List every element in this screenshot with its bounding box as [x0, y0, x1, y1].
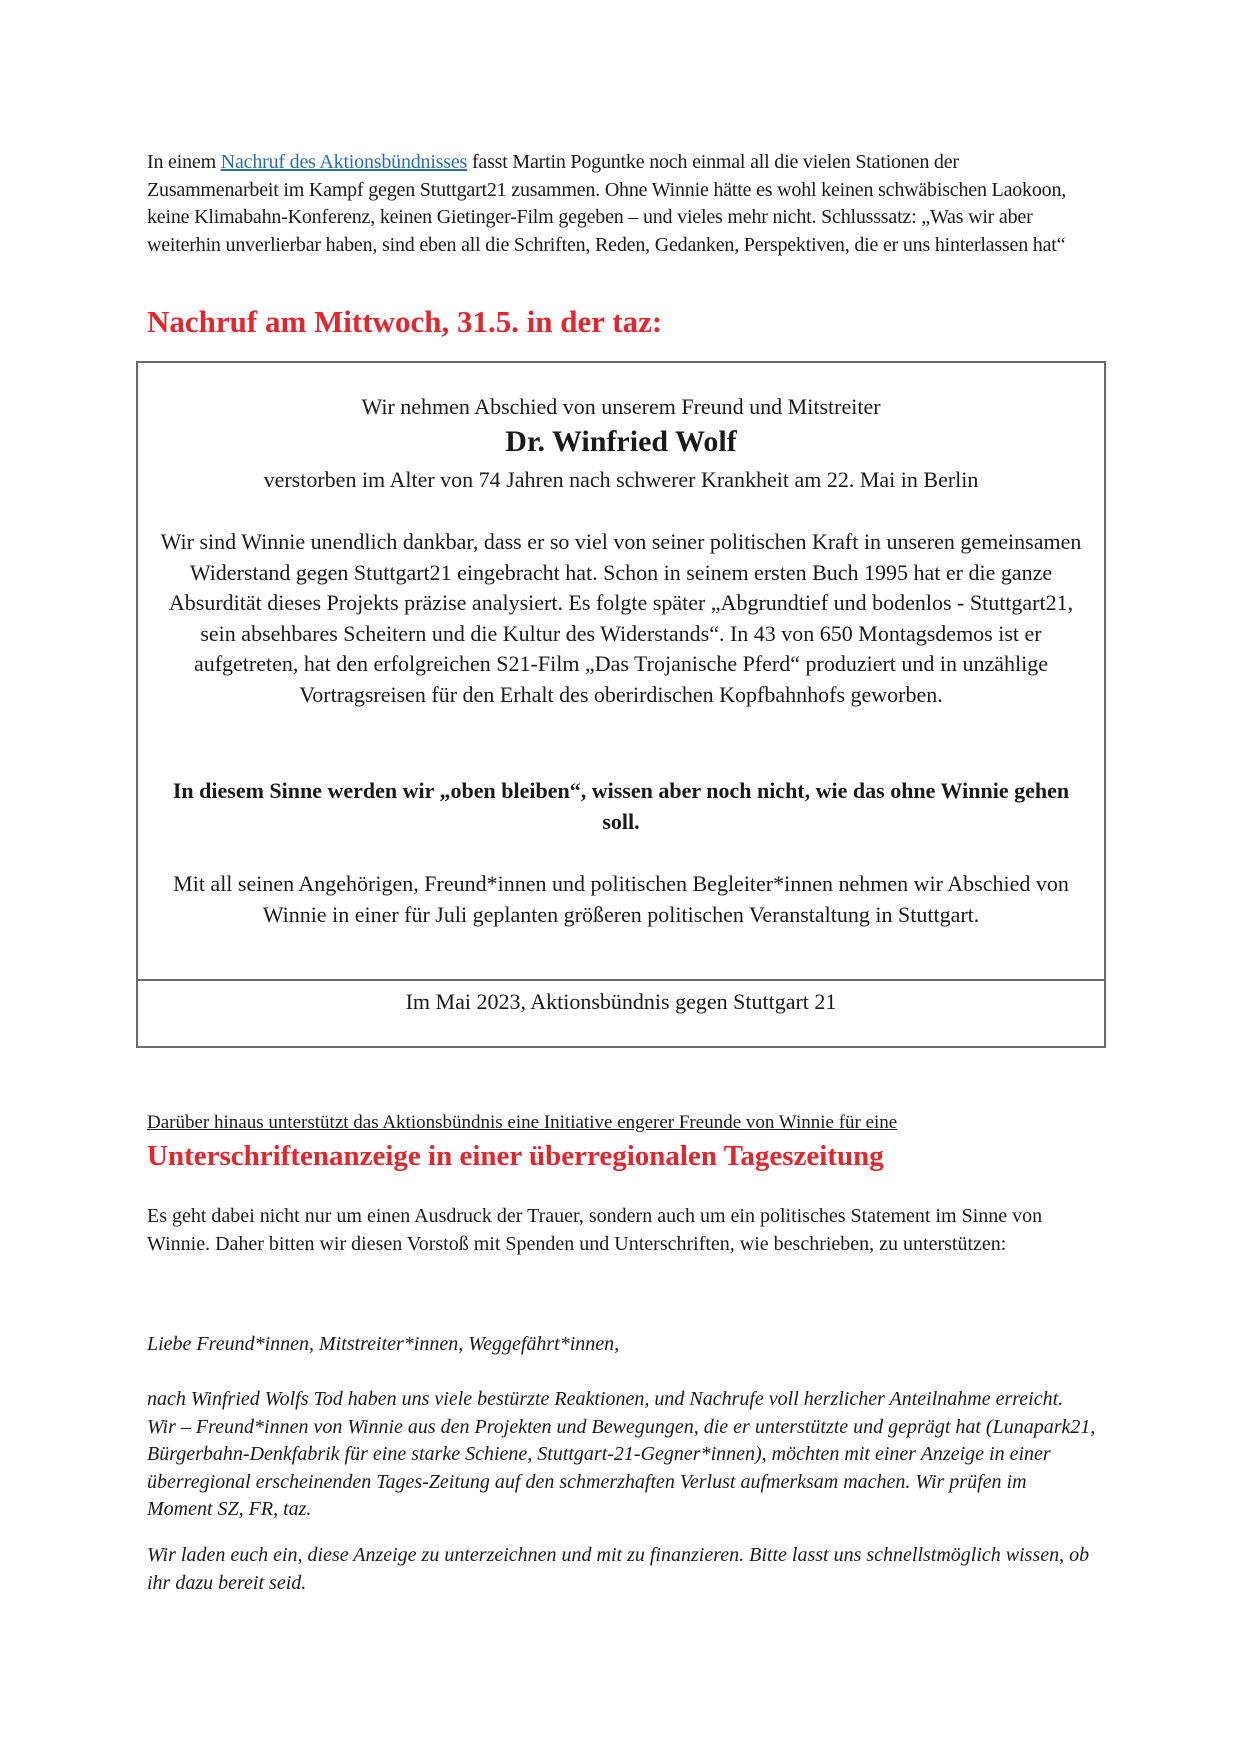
box-divider	[138, 979, 1104, 981]
heading-taz: Nachruf am Mittwoch, 31.5. in der taz:	[147, 304, 663, 339]
obituary-box	[136, 361, 1106, 1048]
obituary-farewell: Mit all seinen Angehörigen, Freund*innen und politischen Begleiter*innen nehmen wir Abschied von Winnie in einer für Juli geplanten größeren politischen Veranstaltung in Stuttgart.	[173, 871, 1069, 927]
nachruf-link[interactable]: Nachruf des Aktionsbündnisses	[220, 151, 468, 173]
intro-paragraph	[147, 149, 1077, 259]
obituary-name: Dr. Winfried Wolf	[505, 425, 737, 458]
obituary-signature: Im Mai 2023, Aktionsbündnis gegen Stuttgart 21	[405, 989, 837, 1014]
obituary-died: verstorben im Alter von 74 Jahren nach schwerer Krankheit am 22. Mai in Berlin	[263, 467, 979, 492]
obituary-bold-statement: In diesem Sinne werden wir „oben bleiben“, wissen aber noch nicht, wie das ohne Winnie gehen soll.	[172, 778, 1070, 834]
obituary-paragraph: Wir sind Winnie unendlich dankbar, dass er so viel von seiner politischen Kraft in unseren gemeinsamen Widerstand gegen Stuttgart21 eingebracht hat. Schon in seinem ersten Buch 1995 hat er die ganze Absurdität dieses Projekts präzise analysiert. Es folgte später „Abgrundtief und bodenlos - Stuttgart21, sein absehbares Scheitern und die Kultur des Widerstands“. In 43 von 650 Montagsdemos ist er aufgetreten, hat den erfolgreichen S21-Film „Das Trojanische Pferd“ produziert und in unzählige Vortragsreisen für den Erhalt des oberirdischen Kopfbahnhofs geworben.	[160, 529, 1082, 707]
obituary-intro: Wir nehmen Abschied von unserem Freund und Mitstreiter	[361, 394, 881, 419]
letter-paragraph-1: nach Winfried Wolfs Tod haben uns viele bestürzte Reaktionen, und Nachrufe voll herzlicher Anteilnahme erreicht. Wir – Freund*innen von Winnie aus den Projekten und Bewegungen, die er unterstützte und geprägt hat (Lunapark21, Bürgerbahn-Denkfabrik für eine starke Schiene, Stuttgart-21-Gegner*innen), möchten mit einer Anzeige in einer überregional erscheinenden Tages-Zeitung auf den schmerzhaften Verlust aufmerksam machen. Wir prüfen im Moment SZ, FR, taz.	[147, 1388, 1096, 1520]
initiative-intro: Darüber hinaus unterstützt das Aktionsbündnis eine Initiative engerer Freunde von Winnie für eine	[147, 1112, 898, 1133]
letter-greeting: Liebe Freund*innen, Mitstreiter*innen, Weggefährt*innen,	[147, 1333, 620, 1355]
letter-paragraph-2: Wir laden euch ein, diese Anzeige zu unterzeichnen und mit zu finanzieren. Bitte lasst uns schnellstmöglich wissen, ob ihr dazu bereit seid.	[147, 1544, 1090, 1594]
intro-prefix: In einem	[147, 151, 221, 173]
heading-ad: Unterschriftenanzeige in einer überregionalen Tageszeitung	[147, 1140, 884, 1172]
intro-suffix: fasst Martin Poguntke noch einmal all die vielen Stationen der Zusammenarbeit im Kampf gegen Stuttgart21 zusammen. Ohne Winnie hätte es wohl keinen schwäbischen Laokoon, keine Klimabahn-Konferenz, keinen Gietinger-Film gegeben – und vieles mehr nicht. Schlusssatz: „Was wir aber weiterhin unverlierbar haben, sind eben all die Schriften, Reden, Gedanken, Perspektiven, die er uns hinterlassen hat“	[147, 151, 1067, 256]
appeal-paragraph: Es geht dabei nicht nur um einen Ausdruck der Trauer, sondern auch um ein politisches Statement im Sinne von Winnie. Daher bitten wir diesen Vorstoß mit Spenden und Unterschriften, wie beschrieben, zu unterstützen:	[147, 1205, 1043, 1255]
